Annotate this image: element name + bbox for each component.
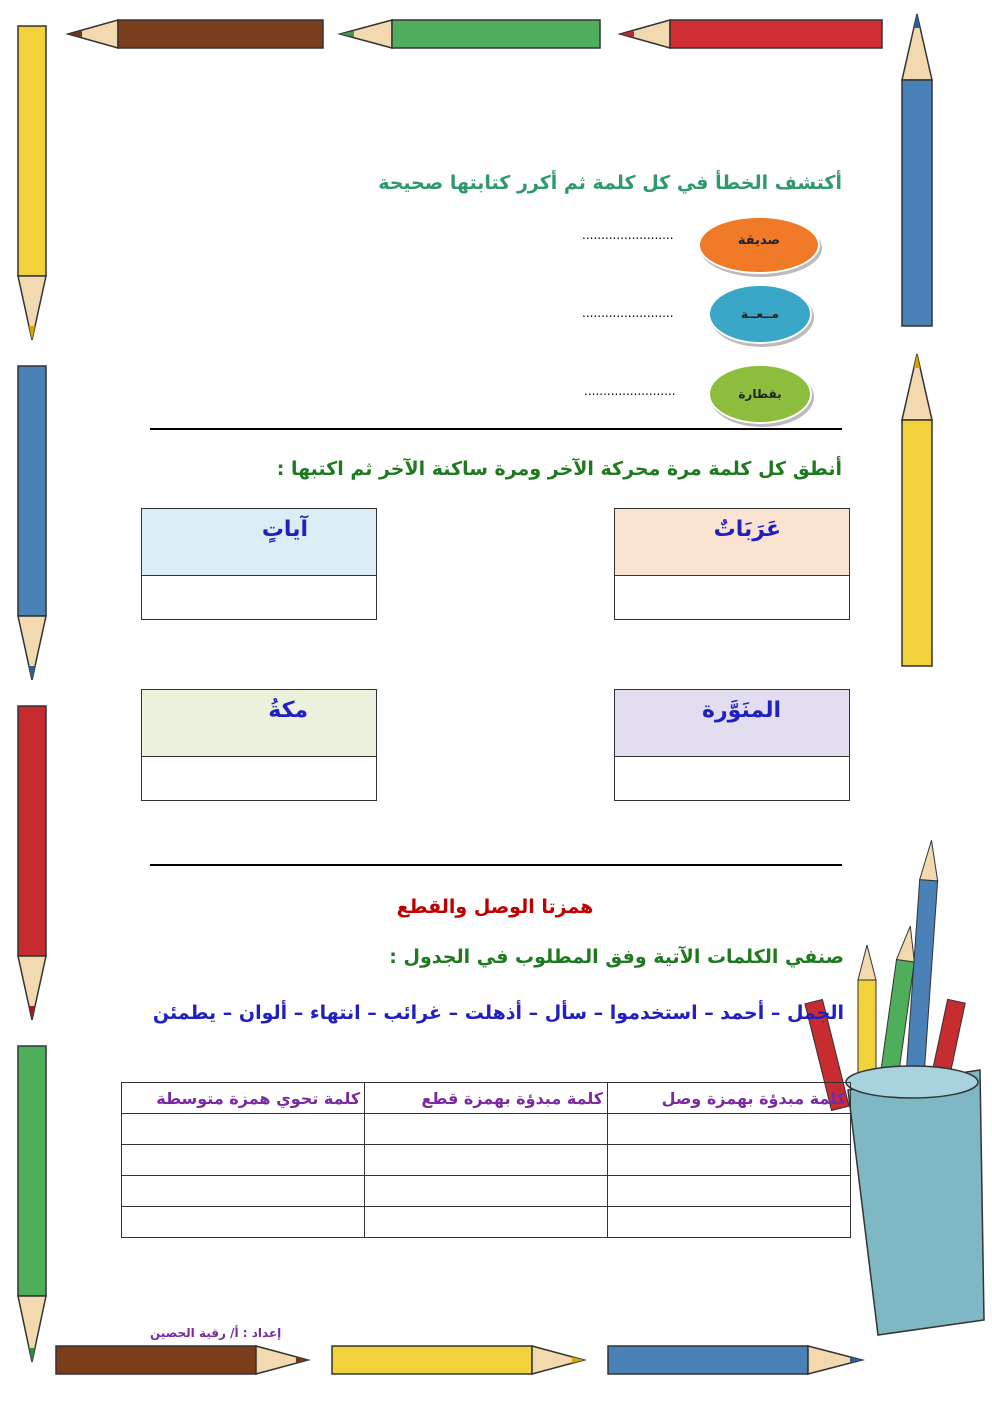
wrong-word-3: بقطارة <box>738 387 782 401</box>
pencil-left-red <box>18 706 46 1020</box>
table-row <box>122 1145 851 1176</box>
word-box-1 <box>614 508 850 620</box>
word-box-2-word: آياتٍ <box>142 509 376 576</box>
table-cell[interactable] <box>122 1145 365 1176</box>
table-cell[interactable] <box>122 1114 365 1145</box>
table-header-middle: كلمة تحوي همزة متوسطة <box>122 1083 365 1114</box>
table-cell[interactable] <box>608 1114 851 1145</box>
answer-line-3[interactable]: ........................ <box>584 384 676 398</box>
word-box-4-answer[interactable] <box>142 757 376 800</box>
table-header-wasl: كلمة مبدؤة بهمزة وصل <box>608 1083 851 1114</box>
word-oval-3 <box>708 364 812 424</box>
pencil-top-red <box>620 20 882 48</box>
pencil-left-blue <box>18 366 46 680</box>
section3-heading: همزتا الوصل والقطع <box>396 896 594 918</box>
word-box-3 <box>614 689 850 801</box>
table-row <box>122 1176 851 1207</box>
answer-line-1[interactable]: ........................ <box>582 228 674 242</box>
divider-2 <box>150 864 842 866</box>
pencil-bottom-brown <box>56 1346 308 1374</box>
divider-1 <box>150 428 842 430</box>
word-oval-1 <box>698 216 820 274</box>
table-header-row <box>122 1083 851 1114</box>
pencil-left-yellow <box>18 26 46 340</box>
word-box-4 <box>141 689 377 801</box>
word-box-3-answer[interactable] <box>615 757 849 800</box>
word-box-3-word: المنَوَّرة <box>615 690 849 757</box>
word-oval-2 <box>708 284 812 344</box>
table-cell[interactable] <box>365 1207 608 1238</box>
footer-credit: إعداد : أ/ رقية الحصين <box>150 1326 282 1340</box>
table-cell[interactable] <box>608 1207 851 1238</box>
table-row <box>122 1114 851 1145</box>
word-box-4-word: مكةُ <box>142 690 376 757</box>
section3-word-list: الجمل – أحمد – استخدموا – سأل – أذهلت – غرائب – انتهاء – ألوان – يطمئن <box>152 1002 844 1024</box>
table-header-qat: كلمة مبدؤة بهمزة قطع <box>365 1083 608 1114</box>
table-cell[interactable] <box>365 1114 608 1145</box>
wrong-word-2: مــعــة <box>741 307 779 321</box>
section1-title: أكتشف الخطأ في كل كلمة ثم أكرر كتابتها صحيحة <box>378 172 842 194</box>
table-cell[interactable] <box>122 1207 365 1238</box>
section3-instruction: صنفي الكلمات الآتية وفق المطلوب في الجدول : <box>389 946 844 968</box>
table-cell[interactable] <box>608 1176 851 1207</box>
section2-title: أنطق كل كلمة مرة محركة الآخر ومرة ساكنة الآخر ثم اكتبها : <box>276 458 842 480</box>
pencil-right-blue <box>902 14 932 326</box>
word-box-2-answer[interactable] <box>142 576 376 619</box>
classification-table <box>121 1082 851 1238</box>
table-cell[interactable] <box>365 1176 608 1207</box>
wrong-word-1: صديقة <box>737 233 781 248</box>
pencil-top-green <box>340 20 600 48</box>
pencil-bottom-yellow <box>332 1346 584 1374</box>
table-cell[interactable] <box>122 1176 365 1207</box>
pencil-left-green <box>18 1046 46 1362</box>
word-box-1-word: عَرَبَاتٌ <box>615 509 849 576</box>
pencil-top-brown <box>68 20 323 48</box>
table-row <box>122 1207 851 1238</box>
pencil-right-yellow <box>902 354 932 666</box>
pencil-bottom-blue <box>608 1346 862 1374</box>
word-box-2 <box>141 508 377 620</box>
answer-line-2[interactable]: ........................ <box>582 306 674 320</box>
table-cell[interactable] <box>608 1145 851 1176</box>
table-cell[interactable] <box>365 1145 608 1176</box>
word-box-1-answer[interactable] <box>615 576 849 619</box>
